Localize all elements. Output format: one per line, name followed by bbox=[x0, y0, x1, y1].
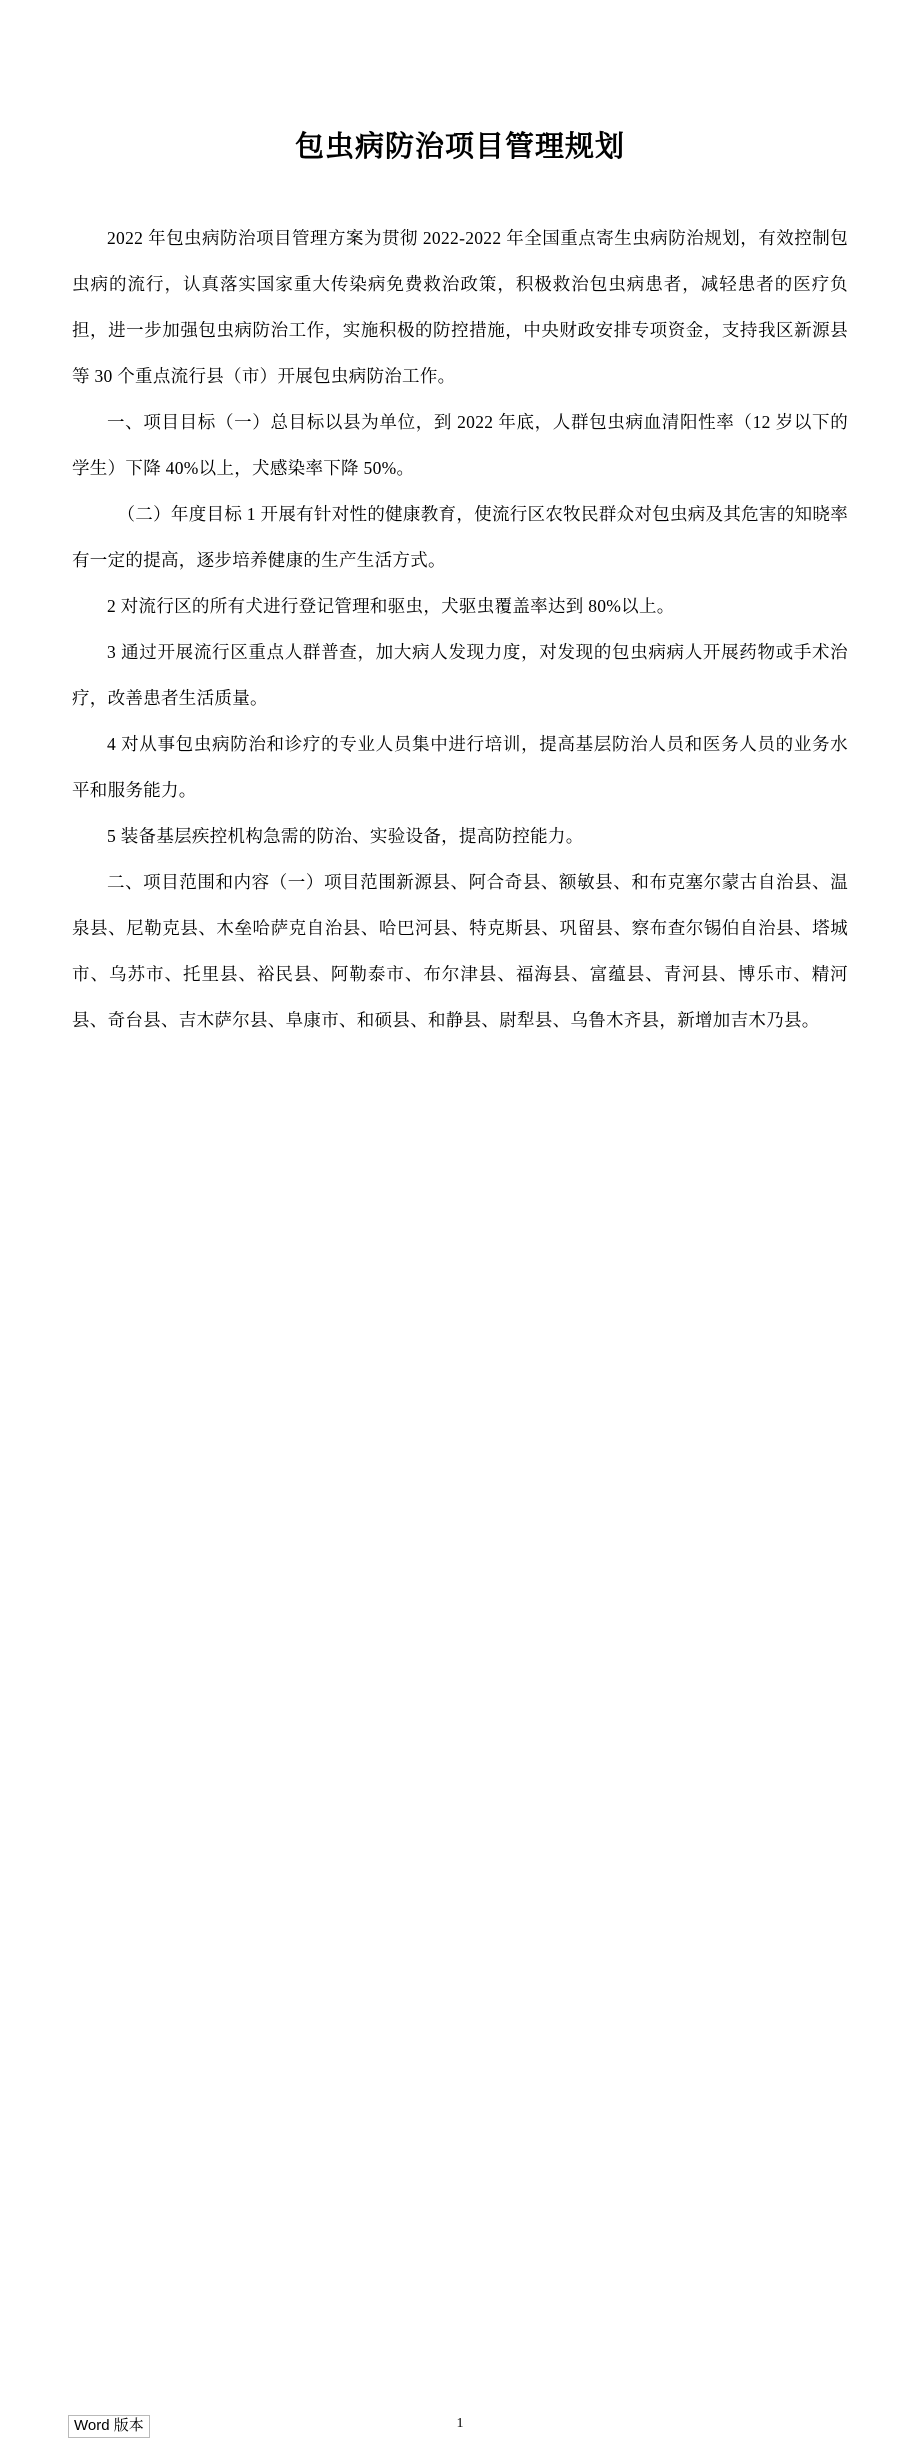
document-paragraphs bbox=[72, 215, 848, 1043]
paragraph-goal-annual-2: 2 对流行区的所有犬进行登记管理和驱虫，犬驱虫覆盖率达到 80%以上。 bbox=[107, 596, 675, 616]
paragraph-intro: 2022 年包虫病防治项目管理方案为贯彻 2022-2022 年全国重点寄生虫病防治规划，有效控制包虫病的流行，认真落实国家重大传染病免费救治政策，积极救治包虫病患者，减轻患者的医疗负担，进一步加强包虫病防治工作，实施积极的防控措施，中央财政安排专项资金，支持我区新源县等 30 个重点流行县（市）开展包虫病防治工作。 bbox=[72, 228, 848, 386]
page-footer bbox=[0, 1252, 920, 2434]
paragraph-scope: 二、项目范围和内容（一）项目范围新源县、阿合奇县、额敏县、和布克塞尔蒙古自治县、温泉县、尼勒克县、木垒哈萨克自治县、哈巴河县、特克斯县、巩留县、察布查尔锡伯自治县、塔城市、乌苏市、托里县、裕民县、阿勒泰市、布尔津县、福海县、富蕴县、青河县、博乐市、精河县、奇台县、吉木萨尔县、阜康市、和硕县、和静县、尉犁县、乌鲁木齐县，新增加吉木乃县。 bbox=[72, 872, 848, 1030]
paragraph-goal-annual-5: 5 装备基层疾控机构急需的防治、实验设备，提高防控能力。 bbox=[107, 826, 584, 846]
paragraph-goal-annual-3: 3 通过开展流行区重点人群普查，加大病人发现力度，对发现的包虫病病人开展药物或手术治疗，改善患者生活质量。 bbox=[72, 642, 848, 708]
page-title: 包虫病防治项目管理规划 bbox=[294, 131, 625, 163]
paragraph-goal-annual-4: 4 对从事包虫病防治和诊疗的专业人员集中进行培训，提高基层防治人员和医务人员的业务水平和服务能力。 bbox=[72, 734, 848, 800]
footer-version-label: Word 版本 bbox=[68, 2415, 150, 2438]
paragraph-goal-total: 一、项目目标（一）总目标以县为单位，到 2022 年底，人群包虫病血清阳性率（12 岁以下的学生）下降 40%以上，犬感染率下降 50%。 bbox=[72, 412, 848, 478]
paragraph-goal-annual-1: （二）年度目标 1 开展有针对性的健康教育，使流行区农牧民群众对包虫病及其危害的知晓率有一定的提高，逐步培养健康的生产生活方式。 bbox=[72, 504, 848, 570]
footer-page-number: 1 bbox=[456, 2416, 464, 2431]
